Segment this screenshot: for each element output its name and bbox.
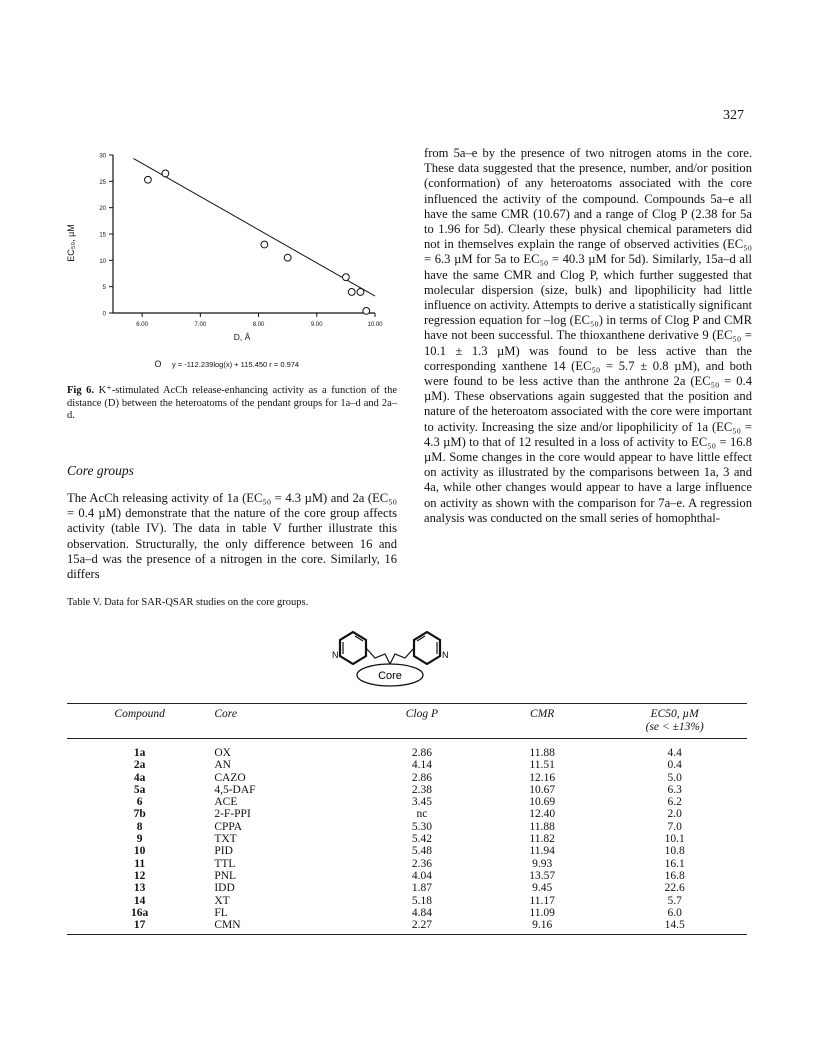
right-n-label: N xyxy=(442,650,449,660)
figure-caption-text: K⁺-stimulated AcCh release-enhancing activity as a function of the distance (D) between the heteroatoms of the pendant groups for 1a–d and 2a–d. xyxy=(67,385,397,421)
cell-cmr: 12.40 xyxy=(529,808,556,821)
cell-ec50: 16.1 xyxy=(664,857,685,870)
left-linker xyxy=(366,648,390,664)
cell-ec50: 5.7 xyxy=(667,894,682,907)
cell-clogp: nc xyxy=(416,808,428,821)
legend-symbol: O xyxy=(154,359,162,369)
cell-ec50: 10.1 xyxy=(664,833,685,846)
cell-core: TTL xyxy=(214,857,236,870)
cell-compound: 12 xyxy=(133,869,146,882)
table-row xyxy=(67,759,747,771)
y-axis-label: EC₅₀, µM xyxy=(66,224,76,262)
cell-core: 4,5-DAF xyxy=(214,783,256,796)
cell-cmr: 11.88 xyxy=(529,820,555,833)
legend-text: y = -112.239log(x) + 115.450 r = 0.974 xyxy=(172,360,300,369)
cell-compound: 10 xyxy=(133,845,146,858)
cell-ec50: 22.6 xyxy=(664,882,685,895)
cell-core: XT xyxy=(214,894,230,907)
core-structure-diagram xyxy=(305,622,475,697)
table-row xyxy=(67,821,747,833)
y-axis-ticks xyxy=(99,154,113,318)
y-tick-label: 20 xyxy=(99,206,106,213)
cell-cmr: 11.88 xyxy=(529,747,555,759)
cell-core: CMN xyxy=(212,919,361,935)
header-core: Core xyxy=(212,704,361,739)
table-row xyxy=(67,858,747,870)
x-tick-label: 7.00 xyxy=(194,322,207,328)
section-heading: Core groups xyxy=(67,463,134,478)
cell-clogp: 4.14 xyxy=(411,759,432,772)
data-point xyxy=(261,241,268,248)
cell-cmr: 12.16 xyxy=(529,771,556,784)
cell-cmr: 11.94 xyxy=(529,845,555,858)
table-body xyxy=(67,739,747,935)
table-row xyxy=(67,870,747,882)
cell-compound: 7b xyxy=(133,808,146,821)
cell-ec50: 6.2 xyxy=(667,796,682,809)
y-tick-label: 5 xyxy=(102,285,106,292)
table-row xyxy=(67,919,747,935)
data-point xyxy=(357,289,364,296)
cell-cmr: 11.17 xyxy=(529,894,555,907)
cell-core: PID xyxy=(214,845,233,858)
right-linker xyxy=(390,648,414,664)
cell-core: 2-F-PPI xyxy=(214,808,251,821)
cell-compound: 1a xyxy=(133,747,146,759)
cell-ec50: 4.4 xyxy=(667,747,682,759)
cell-cmr: 10.69 xyxy=(529,796,556,809)
regression-line xyxy=(133,158,375,296)
cell-clogp: 2.86 xyxy=(411,747,432,759)
cell-cmr: 9.93 xyxy=(532,857,553,870)
table-row xyxy=(67,808,747,820)
cell-clogp: 3.45 xyxy=(411,796,432,809)
data-point xyxy=(162,170,169,177)
data-point xyxy=(145,176,152,183)
cell-clogp: 5.30 xyxy=(411,820,432,833)
cell-compound: 11 xyxy=(134,857,146,870)
header-compound: Compound xyxy=(67,704,212,739)
table-row xyxy=(67,784,747,796)
right-paragraph: from 5a–e by the presence of two nitrogen atoms in the core. These data suggested that the presence, number, and/or position (conformation) of any heteroatoms associated with the core influenced the activity of the compound. Compounds 5a–e all have the same CMR (10.67) and a range of Clog P (2.38 for 5a to 1.96 for 5d). Clearly these physical chemical parameters did not in themselves explain the range of observed activities (EC₅₀ = 6.3 µM for 5a to EC₅₀ = 40.3 µM for 5d). Similarly, 15a–d all have the same CMR and Clog P, which further suggested that molecular dispersion (size, bulk) and lipophilicity had little influence on activity. Attempts to derive a statistically significant regression equation for –log (EC₅₀) in terms of Clog P and CMR have not been successful. The thioxanthene derivative 9 (EC₅₀ = 10.1 ± 1.3 µM) was found to be less active than the corresponding xanthene 14 (EC₅₀ = 5.7 ± 0.8 µM), and both were found to be less active than the anthrone 2a (EC₅₀ = 0.4 µM). These observations again suggested that the position and nature of the heteroatom associated with the core were important to activity. Increasing the size and/or lipophilicity of 1a (EC₅₀ = 4.3 µM) to that of 12 resulted in a loss of activity to EC₅₀ = 16.8 µM. Some changes in the core would appear to have little effect on activity as illustrated by the comparisons between 1a, 3 and 4a, while other changes would appear to have a large influence on activity as shown with the comparison for 7a–e. A regression analysis was conducted on the small series of homophthal- xyxy=(424,146,752,525)
cell-clogp: 2.86 xyxy=(411,771,432,784)
cell-cmr: 11.82 xyxy=(529,833,555,846)
table-row xyxy=(67,845,747,857)
x-tick-label: 8.00 xyxy=(252,322,265,328)
table-row xyxy=(67,772,747,784)
cell-ec50: 6.3 xyxy=(667,783,682,796)
cell-core: PNL xyxy=(214,869,237,882)
figure-6 xyxy=(60,145,390,375)
cell-clogp: 5.42 xyxy=(411,833,432,846)
right-column-text xyxy=(424,146,752,526)
y-tick-label: 30 xyxy=(99,153,106,160)
cell-compound: 4a xyxy=(133,771,146,784)
core-label: Core xyxy=(378,670,402,682)
x-tick-label: 6.00 xyxy=(136,322,148,328)
cell-clogp: 1.87 xyxy=(411,882,432,895)
cell-ec50: 6.0 xyxy=(667,906,682,919)
cell-core: ACE xyxy=(214,796,238,809)
cell-cmr: 11.51 xyxy=(529,759,555,772)
left-paragraph: The AcCh releasing activity of 1a (EC₅₀ = 4.3 µM) and 2a (EC₅₀ = 0.4 µM) demonstrate that the nature of the core group affects activity (table IV). The data in table V further illustrate this observation. Structurally, the only difference between 16 and 15a–d was the presence of a nitrogen in the core. Similarly, 16 differs xyxy=(67,491,397,582)
cell-cmr: 9.16 xyxy=(482,919,602,935)
left-pyridine-ring xyxy=(340,632,366,664)
cell-clogp: 4.84 xyxy=(411,906,432,919)
cell-ec50: 5.0 xyxy=(667,771,682,784)
cell-compound: 13 xyxy=(133,882,146,895)
cell-ec50: 14.5 xyxy=(602,919,747,935)
y-tick-label: 0 xyxy=(102,311,106,318)
data-points xyxy=(145,170,370,314)
cell-core: CAZO xyxy=(214,771,246,784)
cell-compound: 14 xyxy=(133,894,146,907)
table-row xyxy=(67,739,747,760)
cell-compound: 5a xyxy=(133,783,146,796)
cell-cmr: 10.67 xyxy=(529,783,556,796)
x-axis-label: D, Å xyxy=(233,332,251,342)
x-axis-ticks xyxy=(136,313,383,328)
table-header-row xyxy=(67,704,747,739)
data-point xyxy=(363,307,370,314)
table-caption: Table V. Data for SAR-QSAR studies on the core groups. xyxy=(67,597,309,608)
right-pyridine-ring xyxy=(414,632,440,664)
cell-ec50: 10.8 xyxy=(664,845,685,858)
header-cmr: CMR xyxy=(482,704,602,739)
figure-caption-label: Fig 6. xyxy=(67,385,95,396)
cell-clogp: 2.36 xyxy=(411,857,432,870)
header-ec50 xyxy=(602,704,747,739)
cell-compound: 6 xyxy=(136,796,143,809)
table-row xyxy=(67,907,747,919)
table-row xyxy=(67,895,747,907)
table-row xyxy=(67,796,747,808)
cell-clogp: 4.04 xyxy=(411,869,432,882)
left-n-label: N xyxy=(332,650,339,660)
cell-clogp: 5.48 xyxy=(411,845,432,858)
cell-core: OX xyxy=(214,747,231,759)
cell-core: AN xyxy=(214,759,231,772)
cell-compound: 2a xyxy=(133,759,146,772)
y-tick-label: 10 xyxy=(99,258,106,265)
data-point xyxy=(284,254,291,261)
cell-clogp: 5.18 xyxy=(411,894,432,907)
table-v xyxy=(67,703,747,935)
cell-cmr: 11.09 xyxy=(529,906,555,919)
header-ec50-sub: (se < ±13%) xyxy=(645,721,704,733)
cell-ec50: 7.0 xyxy=(667,820,682,833)
y-tick-label: 15 xyxy=(99,232,106,239)
cell-core: IDD xyxy=(214,882,235,895)
data-point xyxy=(342,274,349,281)
cell-compound: 16a xyxy=(131,906,149,919)
page-number: 327 xyxy=(723,108,744,123)
data-point xyxy=(348,289,355,296)
cell-compound: 17 xyxy=(67,919,212,935)
table-row xyxy=(67,882,747,894)
table-row xyxy=(67,833,747,845)
left-column-text xyxy=(67,491,397,582)
cell-clogp: 2.27 xyxy=(362,919,482,935)
y-tick-label: 25 xyxy=(99,179,106,186)
cell-compound: 9 xyxy=(136,833,143,846)
cell-cmr: 13.57 xyxy=(529,869,556,882)
cell-ec50: 2.0 xyxy=(667,808,682,821)
header-clogp: Clog P xyxy=(362,704,482,739)
cell-core: FL xyxy=(214,906,228,919)
cell-core: TXT xyxy=(214,833,237,846)
header-ec50-label: EC50, µM xyxy=(650,708,699,720)
figure-6-caption xyxy=(67,385,397,423)
cell-cmr: 9.45 xyxy=(532,882,553,895)
cell-ec50: 0.4 xyxy=(667,759,682,772)
cell-clogp: 2.38 xyxy=(411,783,432,796)
x-tick-label: 9.00 xyxy=(310,322,323,328)
x-tick-label: 10.00 xyxy=(367,322,383,328)
figure-6-chart xyxy=(60,145,390,375)
cell-compound: 8 xyxy=(136,820,143,833)
cell-ec50: 16.8 xyxy=(664,869,685,882)
cell-core: CPPA xyxy=(214,820,243,833)
